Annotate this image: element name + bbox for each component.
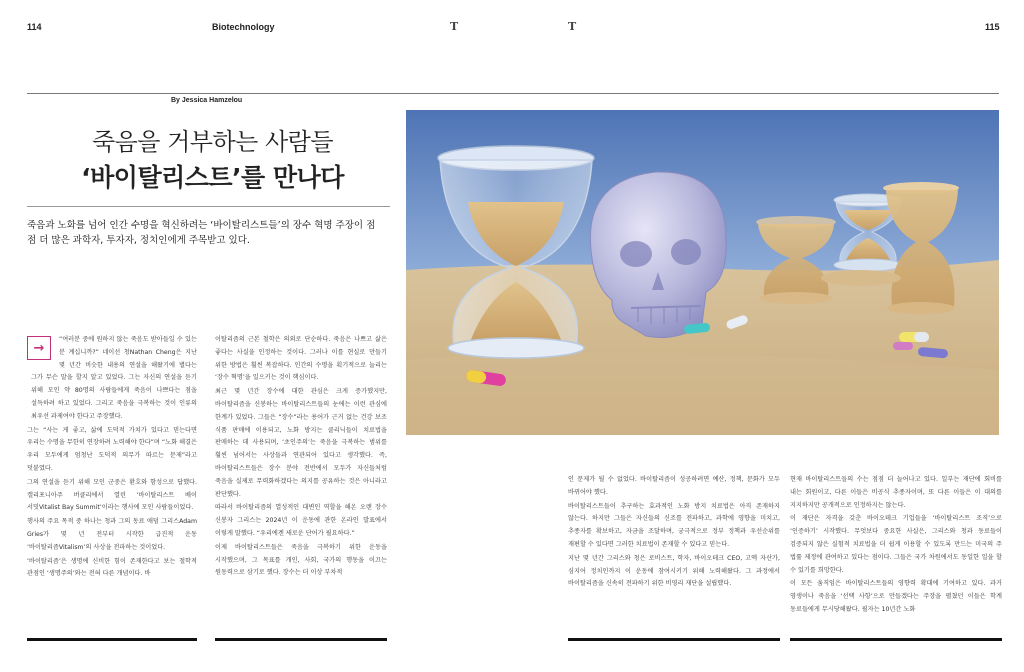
section-label: Biotechnology — [212, 22, 275, 32]
header-rule — [27, 93, 999, 94]
body-column-1 — [27, 334, 197, 634]
paragraph: 그의 연설을 듣기 위해 모인 군중은 환호와 함성으로 답했다. 캘리포니아주 버클리에서 열린 ‘바이탈리스트 베이 서밋Vitalist Bay Summit’이라는 행사에 모인 사람들이었다. — [27, 478, 197, 512]
page-number-left: 114 — [27, 22, 42, 32]
body-column-4 — [790, 474, 1002, 634]
column-end-rule — [27, 638, 197, 641]
paragraph: 이제 바이탈리스트들은 죽음을 극복하기 위한 운동을 시작했으며, 그 목표를 개인, 사회, 국가의 행동을 이끄는 원동력으로 삼기로 했다. 장수는 더 이상 부차적 — [215, 543, 387, 577]
article-title — [40, 125, 385, 195]
body-column-2 — [215, 334, 387, 634]
magazine-mark-left: T — [450, 20, 459, 33]
paragraph: 지난 몇 년간 그리스와 청은 로비스트, 학자, 바이오테크 CEO, 고액 자산가, 심지어 정치인까지 이 운동에 참여시키기 위해 노력해왔다. 그 과정에서 바이탈리즘을 신속히 전파하기 위한 비영리 재단을 설립했다. — [568, 554, 780, 588]
column-end-rule — [790, 638, 1002, 641]
hero-photo — [406, 110, 999, 435]
paragraph: 이 재단은 자격을 갖춘 바이오테크 기업들을 ‘바이탈리스트 조직’으로 ‘인증하기’ 시작했다. 무엇보다 중요한 사실은, 그리스와 청과 동료들이 검증되지 않은 실험적 치료법을 더 쉽게 이용할 수 있도록 만드는 미국의 주 법률 제정에 관여하고 있다는 점이다. 그들은 국가 차원에서도 동일한 일을 할 수 있기를 희망한다. — [790, 515, 1002, 574]
magazine-mark-right: T — [568, 20, 577, 33]
paragraph: 따라서 바이탈리즘의 열성적인 대변인 역할을 해온 오랜 장수 신봉자 그리스는 2024년 이 운동에 관한 온라인 발표에서 이렇게 말했다. “우리에겐 새로운 단어가 필요하다.” — [215, 504, 387, 537]
byline: By Jessica Hamzelou — [171, 97, 243, 104]
paragraph: 이 모든 움직임은 바이탈리스트들의 영향력 확대에 기여하고 있다. 과거 영생이나 죽음을 ‘선택 사항’으로 만들겠다는 주장을 펼쳤던 이들은 학계 동료들에게 무시당해왔다. 필자는 10년간 노화 — [790, 580, 1002, 613]
title-line-2: ‘바이탈리스트’를 만나다 — [81, 163, 344, 192]
page-number-right: 115 — [985, 22, 1000, 32]
paragraph: ‘바이탈리즘’은 생명에 신비한 힘이 존재한다고 보는 철학적 관점인 ‘생명주의’와는 전혀 다른 개념이다. 바 — [27, 557, 197, 578]
paragraph: 이탈리즘의 근본 철학은 의외로 단순하다. 죽음은 나쁘고 삶은 좋다는 사실을 인정하는 것이다. 그러나 이를 현실로 만들기 위한 방법은 훨씬 복잡하다. 인간의 수명을 획기적으로 늘리는 ‘장수 혁명’을 일으키는 것이 핵심이다. — [215, 336, 387, 382]
column-end-rule — [215, 638, 387, 641]
paragraph: 행사의 주요 목적 중 하나는 청과 그의 동료 애덤 그리스Adam Gries가 몇 년 전부터 시작한 급진적 운동 ‘바이탈리즘Vitalism’의 사상을 전파하는 것이었다. — [27, 518, 197, 551]
paragraph: 그는 “사는 게 좋고, 삶에 도덕적 가치가 있다고 믿는다면 우리는 수명을 무한히 연장하려 노력해야 한다”며 “노화 해결은 우리 모두에게 엄청난 도덕적 의무가 따르는 문제”라고 덧붙였다. — [27, 426, 197, 472]
paragraph: 바이탈리스트들이 추구하는 효과적인 노화 방지 치료법은 아직 존재하지 않는다. 하지만 그들은 자신들의 신조를 전파하고, 과학에 영향을 미치고, 추종자를 확보하고, 자금을 조달하며, 궁극적으로 정부 정책과 우선순위를 재편할 수 있다면 그러한 치료법이 존재할 수 있다고 믿는다. — [568, 502, 780, 548]
paragraph: 현재 바이탈리스트들의 수는 점점 더 늘어나고 있다. 일부는 재단에 회비를 내는 회원이고, 다른 이들은 비공식 추종자이며, 또 다른 이들은 이 대의를 지지하지만 공개적으로 인정하지는 않는다. — [790, 476, 1002, 509]
paragraph: 최근 몇 년간 장수에 대한 관심은 크게 증가했지만, 바이탈리즘을 신봉하는 바이탈리스트들의 눈에는 이런 관심에 한계가 있었다. 그들은 “장수”라는 용어가 근거 없는 건강 보조 식품 판매에 이용되고, 노화 방지는 클리닉들이 치료법을 판매하는 데 사용되며, ‘초인주의’는 죽음을 극복하는 범위를 훨씬 넘어서는 사상들과 연관되어 있다고 생각했다. 즉, 바이탈리스트들은 장수 분야 전반에서 모두가 자신들처럼 죽음을 실제로 무력화하겠다는 의지를 공유하는 것은 아니라고 판단했다. — [215, 388, 387, 498]
lede: 죽음과 노화를 넘어 인간 수명을 혁신하려는 ‘바이탈리스트들’의 장수 혁명 주장이 점점 더 많은 과학자, 투자자, 정치인에게 주목받고 있다. — [27, 220, 376, 246]
paragraph: 인 문제가 될 수 없었다. 바이탈리즘이 성공하려면 예산, 정책, 문화가 모두 바뀌어야 했다. — [568, 476, 780, 496]
title-line-1: 죽음을 거부하는 사람들 — [91, 128, 334, 156]
column-end-rule — [568, 638, 780, 641]
hero-illustration — [406, 110, 999, 435]
title-rule — [27, 206, 390, 207]
paragraph: “여러분 중에 원하지 않는 죽음도 받아들일 수 있는 분 계십니까?” 네이선 청Nathan Cheng은 지난 몇 년간 비슷한 내용의 연설을 해왔기에 별다는 그가 무슨 말을 할지 알고 있었다. 그는 자신의 연설을 듣기 위해 모인 약 80명의 사람들에게 죽음이 나쁘다는 점을 설득하려 하고 있었다. 그리고 죽음을 극복하는 것이 인류의 최우선 과제여야 한다고 주장했다. — [31, 336, 197, 420]
body-column-3 — [568, 474, 780, 634]
arrow-icon: → — [27, 336, 51, 360]
